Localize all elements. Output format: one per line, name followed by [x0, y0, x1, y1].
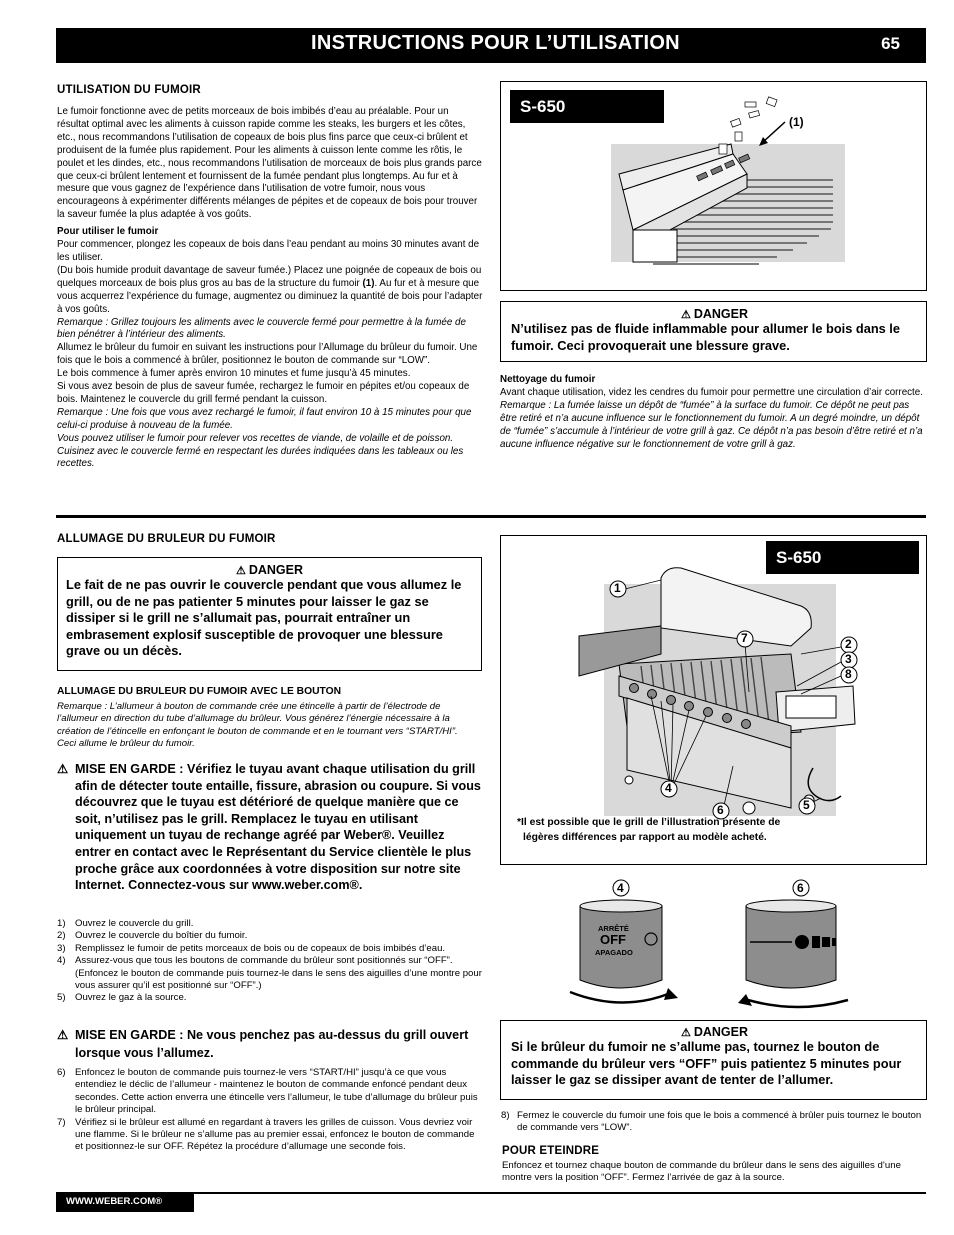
- callout-6: 6: [717, 803, 724, 817]
- nettoyage-heading: Nettoyage du fumoir: [500, 374, 596, 385]
- danger-text: N’utilisez pas de fluide inflammable pour allumer le bois dans le fumoir. Ceci provoquerait une blessure grave.: [511, 321, 900, 353]
- callout-2: 2: [845, 637, 852, 651]
- knob-start-badge: 6: [797, 881, 804, 895]
- model-label: S-650: [766, 541, 919, 574]
- fumoir-p1: Pour commencer, plongez les copeaux de bois dans l’eau pendant au moins 30 minutes avant de les utiliser.: [57, 239, 480, 263]
- smoker-figure: [500, 81, 927, 291]
- callout-7: 7: [741, 631, 748, 645]
- fumoir-remarque-1: Remarque : Grillez toujours les aliments avec le couvercle fermé pour permettre à la fumée de bien pénétrer à l’intérieur des aliments.: [57, 316, 466, 341]
- step-number: 1): [57, 918, 66, 929]
- grill-note: *Il est possible que le grill de l’illustration présente de légères différences par rapport au modèle acheté.: [517, 817, 781, 843]
- danger-header: [511, 307, 918, 321]
- knob-off: [558, 872, 688, 1012]
- callout-3: 3: [845, 652, 852, 666]
- steps_a-step: [57, 918, 485, 930]
- danger-box-fluide: [500, 301, 927, 362]
- fumoir-remarque-3: Vous pouvez utiliser le fumoir pour relever vos recettes de viande, de volaille et de poisson. Cuisinez avec le couvercle fermé en respectant les durées indiquées dans les tableaux ou les recettes.: [57, 432, 464, 470]
- fumoir-subheading: Pour utiliser le fumoir: [57, 226, 159, 238]
- fumoir-p2-ref: (1): [362, 277, 375, 289]
- section-heading-eteindre: POUR ETEINDRE: [502, 1145, 600, 1157]
- steps_a-step: [57, 943, 485, 955]
- nettoyage-remarque: Remarque : La fumée laisse un dépôt de “fumée” à la surface du fumoir. Ce dépôt ne peut pas être retiré et n’a aucune influence sur le fonctionnement du fumoir. A un degré moindre, un dépôt de “fumée” s’accumule à l’intérieur de votre grill à gaz. Ce dépôt n’a pas besoin d’être retiré et n’a aucune influence négative sur le fonctionnement de votre grill à gaz.: [500, 399, 923, 450]
- step-text: Enfoncez le bouton de commande puis tournez-le vers “START/HI” jusqu’à ce que vous entendiez le déclic de l’allumeur - maintenez le bouton de commande enfoncé pendant deux secondes. Cette action enverra une étincelle vers l’allumeur, le tube d’allumage du brûleur puis le brûleur principal.: [75, 1067, 478, 1116]
- nettoyage-section: [500, 374, 928, 451]
- knob-label-apagado: APAGADO: [595, 948, 633, 957]
- grill-illustration: [501, 536, 925, 863]
- steps_b-step: [57, 1117, 485, 1154]
- section-heading-fumoir: UTILISATION DU FUMOIR: [57, 84, 201, 96]
- grill-figure: [500, 535, 927, 865]
- fumoir-p3: Allumez le brûleur du fumoir en suivant les instructions pour l’Allumage du brûleur du fumoir. Une fois que le bois a commencé à brûler, positionnez le bouton de commande sur “LOW”.: [57, 342, 478, 367]
- knob-start-illustration: [728, 872, 858, 1012]
- allumage-subheading: ALLUMAGE DU BRULEUR DU FUMOIR AVEC LE BOUTON: [57, 686, 342, 697]
- danger-title: DANGER: [248, 563, 304, 577]
- knob-off-badge: 4: [617, 881, 624, 895]
- callout-8: 8: [845, 667, 852, 681]
- callout-5: 5: [803, 798, 810, 812]
- smoker-illustration: [501, 82, 925, 289]
- callout-1: 1: [614, 581, 621, 595]
- step-text: Vérifiez si le brûleur est allumé en regardant à travers les grilles de cuisson. Vous devriez voir une flamme. Si le brûleur ne s’allume pas au premier essai, enfoncez le bouton de commande et positionnez-le sur OFF. Répétez la procédure d’allumage une seconde fois.: [75, 1116, 475, 1153]
- header-bar: [56, 28, 926, 63]
- caution-pencher: [57, 1026, 482, 1062]
- fumoir-p4: Le bois commence à fumer après environ 10 minutes et fume jusqu’à 45 minutes.: [57, 368, 411, 380]
- step-number: 2): [57, 930, 66, 942]
- eteindre-text: Enfoncez et tournez chaque bouton de commande du brûleur dans le sens des aiguilles d’une montre vers la position “OFF”. Fermez l’arrivée de gaz à la source.: [502, 1160, 901, 1184]
- steps_a-step: [57, 992, 485, 1004]
- fumoir-p2b: . Au fur et à mesure que vous acquerrez l’expérience du fumage, augmentez ou diminuez la quantité de bois pour l’adapter à vos goûts.: [57, 277, 483, 315]
- nettoyage-text: Avant chaque utilisation, videz les cendres du fumoir pour permettre une circulation d’air correcte.: [500, 386, 923, 398]
- step-number: 3): [57, 942, 66, 954]
- danger-box-rallumage: [500, 1020, 927, 1100]
- danger-title: DANGER: [693, 1025, 749, 1039]
- model-label: S-650: [510, 90, 664, 123]
- caution-tuyau-text: MISE EN GARDE : Vérifiez le tuyau avant chaque utilisation du grill afin de détecter toute entaille, fissure, abrasion ou coupure. Si vous découvrez que le tuyau est détérioré de quelque manière que ce soit, n’utilisez pas le grill. Remplacez le tuyau en utilisant uniquement un tuyau de rechange agréé par Weber®. Veuillez entrer en contact avec le Représentant du Service clientèle le plus proche grâce aux coordonnées à votre disposition sur notre site Internet. Connectez-vous sur www.weber.com®.: [75, 762, 481, 893]
- steps_b-step: [57, 1067, 485, 1117]
- knob-label-off: OFF: [600, 932, 626, 947]
- step-text: Ouvrez le couvercle du boîtier du fumoir.: [75, 930, 248, 942]
- callout-4: 4: [665, 781, 672, 795]
- danger-text: Le fait de ne pas ouvrir le couvercle pendant que vous allumez le grill, ou de ne pas patienter 5 minutes pour laisser le gaz se dissiper si le grill ne s’allumait pas, pourrait entraîner un embrasement explosif susceptible de provoquer une blessure grave ou un décès.: [66, 577, 462, 658]
- caution-pencher-text: MISE EN GARDE : Ne vous penchez pas au-dessus du grill ouvert lorsque vous l’allumez.: [75, 1028, 469, 1060]
- danger-title: DANGER: [693, 307, 749, 321]
- page-number: 65: [881, 34, 900, 53]
- warning-triangle-icon: ⚠: [57, 762, 69, 776]
- section-heading-allumage: ALLUMAGE DU BRULEUR DU FUMOIR: [57, 533, 276, 545]
- step-number: 4): [57, 955, 66, 967]
- danger-box-couvercle: [57, 557, 482, 671]
- warning-triangle-icon: ⚠: [680, 1027, 691, 1039]
- callout-1: (1): [789, 115, 804, 129]
- warning-triangle-icon: ⚠: [57, 1028, 69, 1042]
- steps_a-step: [57, 930, 485, 942]
- step-number: 6): [57, 1067, 66, 1078]
- section-divider: [56, 515, 926, 518]
- fumoir-remarque-2: Remarque : Une fois que vous avez rechargé le fumoir, il faut environ 10 à 15 minutes pour que celui-ci produise à nouveau de la fumée.: [57, 406, 472, 431]
- step-8-number: 8): [501, 1110, 510, 1121]
- fumoir-intro: Le fumoir fonctionne avec de petits morceaux de bois imbibés d’eau au préalable. Pour un résultat optimal avec les aliments à cuisson rapide comme les steaks, les burgers et les côtes, etc., nous recommandons l’utilisation de copeaux de bois plus fins parce que ceux-ci brûlent et produisent de la fumée plus rapidement. Pour les aliments à cuisson lente comme les rôtis, le poulet et les dindes, etc., nous recommandons l’utilisation de morceaux de bois plus grands parce que ceux-ci brûlent lentement et fournissent de la fumée pendant plus longtemps. Au fur et à mesure que vous gagnez de l’expérience dans l’utilisation de votre fumoir, nous vous encourageons à expérimenter différents mélanges de pépites et de copeaux de bois pour trouver la saveur fumée la plus adaptée à vos goûts.: [57, 106, 482, 221]
- fumoir-p2: [57, 265, 483, 317]
- step-number: 7): [57, 1116, 66, 1128]
- step-text: Ouvrez le gaz à la source.: [75, 992, 187, 1004]
- step-text: Ouvrez le couvercle du grill.: [75, 918, 194, 929]
- step-8: [501, 1110, 929, 1135]
- page-title: INSTRUCTIONS POUR L’UTILISATION: [311, 32, 680, 54]
- warning-triangle-icon: ⚠: [235, 565, 246, 577]
- step-8-text: Fermez le couvercle du fumoir une fois que le bois a commencé à brûler puis tournez le bouton de commande vers “LOW”.: [517, 1110, 922, 1134]
- fumoir-p2a: (Du bois humide produit davantage de saveur fumée.) Placez une poignée de copeaux de bois ou quelques morceaux de bois plus gros au bas de la structure du fumoir: [57, 264, 482, 289]
- danger-text: Si le brûleur du fumoir ne s’allume pas, tournez le bouton de commande du brûleur vers “OFF” puis patientez 5 minutes pour laisser le gaz se dissiper avant de tenter de l’allumer.: [511, 1039, 902, 1087]
- caution-tuyau: [57, 761, 482, 894]
- warning-triangle-icon: ⚠: [680, 309, 691, 321]
- steps-list-a: [57, 918, 485, 1005]
- danger-header: [66, 563, 473, 577]
- steps_a-step: [57, 955, 485, 992]
- step-text: Assurez-vous que tous les boutons de commande du brûleur sont positionnés sur “OFF”. (Enfoncez le bouton de commande puis tournez-le dans le sens des aiguilles d’une montre pour vous assurer qu’il est positionné sur “OFF”.): [75, 955, 482, 992]
- knob-label-arrete: ARRÊTÉ: [598, 924, 629, 933]
- danger-header: [511, 1025, 918, 1039]
- allumage-remarque: Remarque : L’allumeur à bouton de commande crée une étincelle à partir de l’électrode de l’allumeur en direction du tube d’allumage du brûleur. Vous générez l’énergie nécessaire à la création de l’étincelle en enfonçant le bouton de commande et en le tournant vers “START/HI”. Ceci allume le brûleur du fumoir.: [57, 701, 458, 749]
- step-text: Remplissez le fumoir de petits morceaux de bois ou de copeaux de bois imbibés d’eau.: [75, 942, 446, 954]
- fumoir-text: [57, 106, 483, 471]
- steps-list-b: [57, 1067, 485, 1154]
- fumoir-p5: Si vous avez besoin de plus de saveur fumée, rechargez le fumoir en pépites et/ou copeaux de bois. Maintenez le couvercle du grill fermé pendant la cuisson.: [57, 381, 470, 405]
- footer-url[interactable]: WWW.WEBER.COM®: [56, 1192, 194, 1212]
- knob-start: [728, 872, 858, 1012]
- step-number: 5): [57, 992, 66, 1004]
